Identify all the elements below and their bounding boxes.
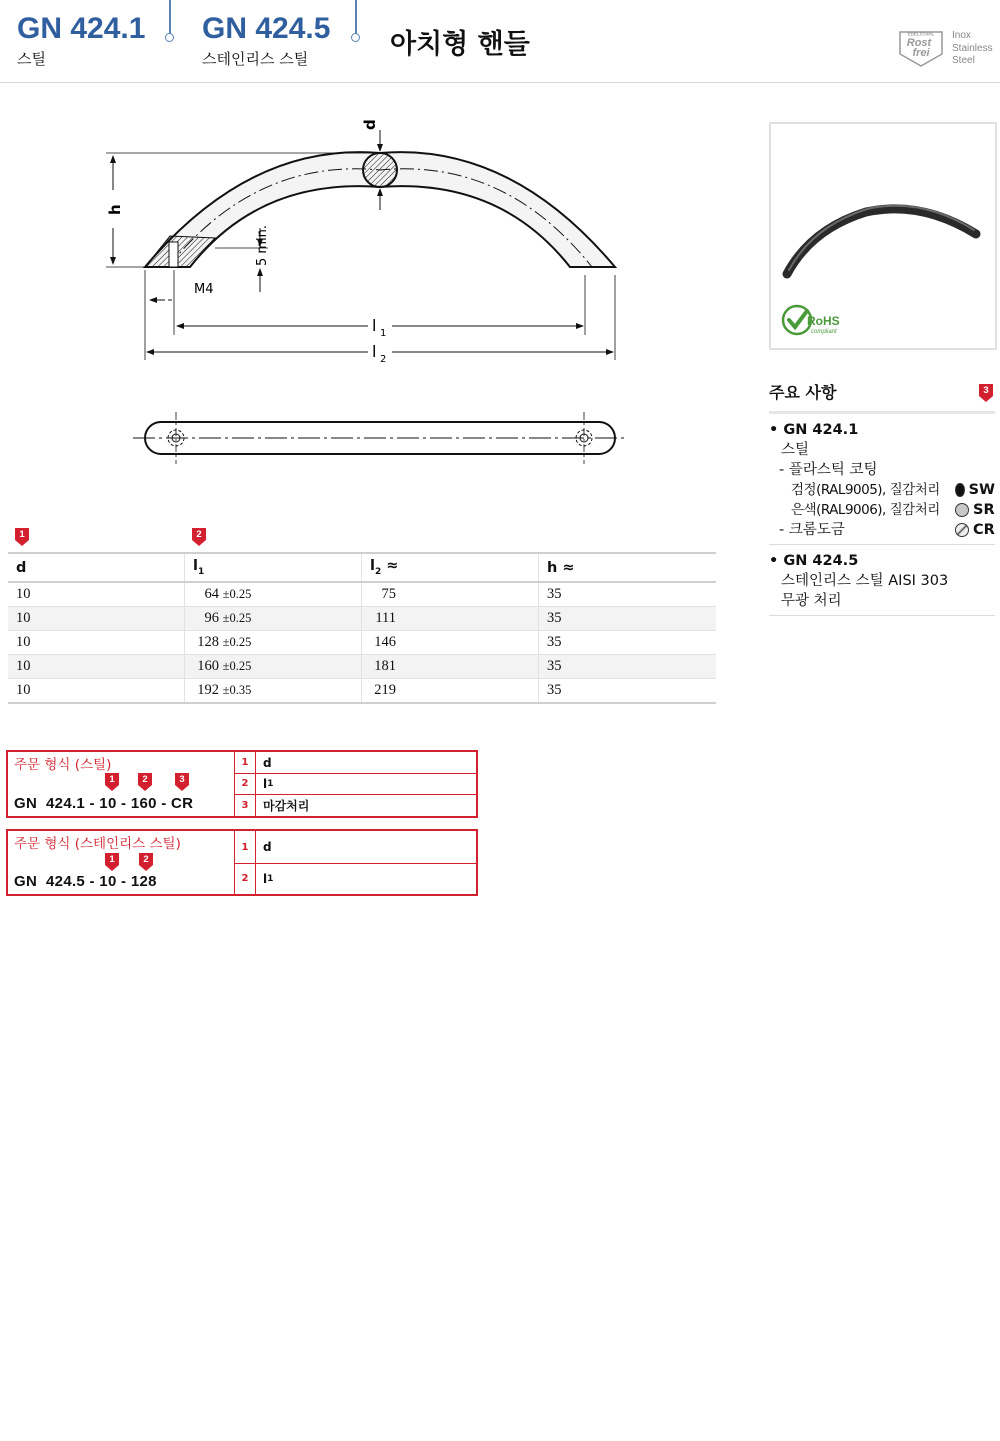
dim-label-5min: 5 min.: [255, 224, 270, 266]
table-row: [8, 607, 716, 631]
marker-badge: 3: [175, 773, 189, 791]
cell-l1: 192 ±0.35: [185, 679, 362, 704]
order-label: 주문 형식 (스테인리스 스틸): [14, 836, 181, 852]
option-chrome-text: - 크롬도금: [779, 522, 845, 538]
cell-h: 35: [539, 655, 717, 679]
table-row: [8, 679, 716, 704]
cell-l2: 75: [362, 582, 539, 607]
order-legend-row: [235, 831, 476, 864]
option-chrome: [769, 520, 995, 540]
col-header-l1: $l_1$: [185, 553, 362, 582]
order-legend-num: 2: [235, 863, 256, 894]
marker-badge: 1: [105, 773, 119, 791]
order-legend-num: 2: [235, 773, 256, 794]
page-title: 아치형 핸들: [390, 29, 530, 60]
option-silver-text: 은색(RAL9006), 질감처리: [791, 502, 940, 518]
cell-l2: 181: [362, 655, 539, 679]
marker-badge: 1: [105, 853, 119, 871]
col-header-d: d: [8, 553, 185, 582]
option-silver: [769, 500, 995, 520]
product-material-gn4241: 스틸: [17, 50, 46, 68]
order-example-stainless: [6, 829, 478, 896]
order-legend-row: [235, 752, 476, 774]
logo-rost-text: Rost: [906, 37, 932, 49]
order-legend-text: d: [263, 755, 272, 770]
order-legend-row: [235, 863, 476, 894]
divider-dot: [165, 33, 174, 42]
cell-l1: 64 ±0.25: [185, 582, 362, 607]
feature-gn4241: [769, 414, 995, 545]
col-header-h: h ≈: [539, 553, 717, 582]
marker-badge-l1: 2: [192, 528, 206, 546]
dim-label-l1: l: [372, 316, 377, 335]
option-chrome-code: CR: [955, 520, 995, 540]
marker-badge-d: 1: [15, 528, 29, 546]
divider-line: [355, 0, 357, 34]
order-legend-num: 1: [235, 752, 256, 773]
feature-gn4241-material: 스틸: [781, 442, 810, 458]
rohs-badge: [781, 300, 851, 340]
cell-l2: 219: [362, 679, 539, 704]
cell-h: 35: [539, 607, 717, 631]
marker-badge: 2: [138, 773, 152, 791]
feature-coating-label: - 플라스틱 코팅: [779, 462, 878, 478]
table-header-row: [8, 553, 716, 582]
dim-label-d: d: [361, 119, 379, 130]
order-legend-row: [235, 773, 476, 795]
order-legend: [234, 831, 476, 894]
logo-top-text: EDELSTAHL: [907, 31, 935, 37]
feature-gn4245-finish: 무광 처리: [781, 593, 842, 609]
feature-gn4245-material: 스테인리스 스틸 AISI 303: [781, 573, 949, 589]
order-legend: [234, 752, 476, 816]
dim-label-l2: l: [372, 342, 377, 361]
cell-h: 35: [539, 679, 717, 704]
cross-section-circle: [363, 153, 397, 187]
cell-l1: 160 ±0.25: [185, 655, 362, 679]
silver-dot-icon: [955, 503, 969, 517]
logo-frei-text: frei: [912, 47, 930, 59]
cell-d: 10: [8, 582, 185, 607]
dim-label-h: h: [106, 204, 124, 215]
thread-hole: [169, 242, 178, 267]
product-photo: [769, 122, 997, 350]
cell-l1: 128 ±0.25: [185, 631, 362, 655]
cell-d: 10: [8, 655, 185, 679]
order-legend-row: [235, 794, 476, 816]
option-silver-code: SR: [955, 500, 995, 520]
marker-badge: 2: [139, 853, 153, 871]
cell-d: 10: [8, 631, 185, 655]
order-legend-text: d: [263, 840, 272, 854]
features-panel: [769, 376, 995, 616]
cell-h: 35: [539, 582, 717, 607]
cell-l2: 146: [362, 631, 539, 655]
order-legend-num: 3: [235, 794, 256, 816]
divider-dot: [351, 33, 360, 42]
order-code: GN 424.5 - 10 - 128: [14, 873, 157, 890]
feature-gn4245-title: • GN 424.5: [769, 553, 859, 569]
inox-label: [952, 30, 993, 68]
inox-line: Steel: [952, 55, 975, 66]
product-material-gn4245: 스테인리스 스틸: [202, 50, 309, 68]
feature-gn4241-title: • GN 424.1: [769, 422, 859, 438]
features-title-text: 주요 사항: [769, 383, 837, 402]
option-black-code: SW: [955, 480, 995, 500]
order-legend-text: l 1: [263, 776, 274, 791]
order-code: GN 424.1 - 10 - 160 - CR: [14, 795, 194, 812]
rostfrei-logo: [898, 28, 946, 68]
product-code-gn4245: GN 424.5: [202, 12, 331, 45]
order-legend-num: 1: [235, 831, 256, 863]
divider-line: [169, 0, 171, 34]
table-row: [8, 582, 716, 607]
cell-d: 10: [8, 679, 185, 704]
inox-line: Inox: [952, 30, 971, 41]
order-example-left: [8, 831, 232, 894]
dim-label-m4: M4: [194, 282, 214, 297]
rohs-compliant-text: compliant: [811, 329, 837, 335]
inox-line: Stainless: [952, 42, 993, 54]
cell-d: 10: [8, 607, 185, 631]
feature-gn4245: [769, 545, 995, 616]
order-legend-text: 마감처리: [263, 798, 310, 813]
product-code-gn4241: GN 424.1: [17, 12, 146, 45]
order-example-left: [8, 752, 232, 816]
black-dot-icon: [955, 483, 965, 497]
table-row: [8, 631, 716, 655]
dimensions-table: [8, 552, 716, 704]
table-row: [8, 655, 716, 679]
cell-l2: 111: [362, 607, 539, 631]
cell-h: 35: [539, 631, 717, 655]
cell-l1: 96 ±0.25: [185, 607, 362, 631]
page-header: [0, 0, 1000, 83]
technical-drawing: [100, 115, 640, 475]
rohs-text: RoHS: [807, 314, 840, 328]
dim-label-l1-sub: 1: [380, 328, 387, 339]
col-header-l2: $l_2$ ≈: [362, 553, 539, 582]
order-legend-text: l 1: [263, 871, 274, 886]
order-example-steel: [6, 750, 478, 818]
features-title: [769, 376, 995, 414]
order-label: 주문 형식 (스틸): [14, 757, 112, 773]
marker-badge: 3: [979, 384, 993, 402]
chrome-dot-icon: [955, 523, 969, 537]
dim-label-l2-sub: 2: [380, 354, 387, 365]
option-black-text: 검정(RAL9005), 질감처리: [791, 482, 940, 498]
option-black: [769, 480, 995, 500]
